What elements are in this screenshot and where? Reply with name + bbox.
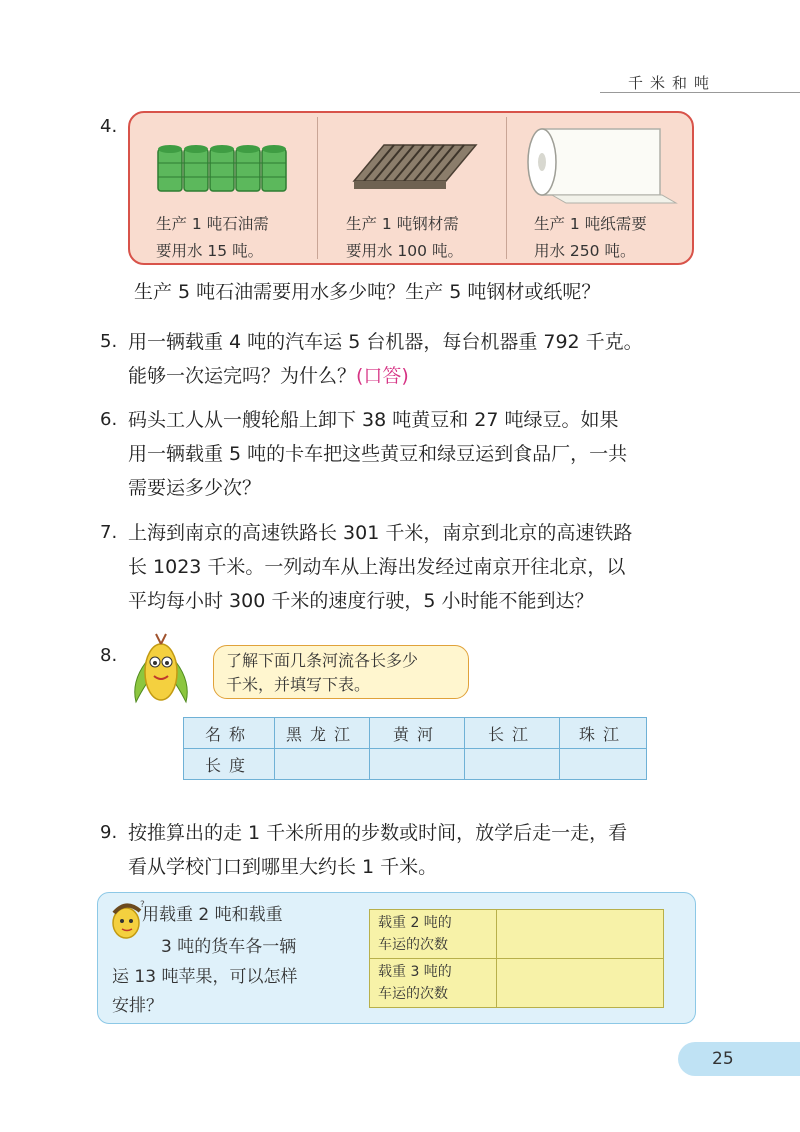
problem-6-text: 码头工人从一艘轮船上卸下 38 吨黄豆和 27 吨绿豆。如果 用一辆载重 5 吨的卡车把这些黄豆和绿豆运到食品厂，一共 需要运多少次？ (128, 409, 628, 499)
problem-5-text: 用一辆载重 4 吨的汽车运 5 台机器，每台机器重 792 千克。 能够一次运完吗？为什么？(口答) (128, 331, 643, 387)
oral-answer-tag: (口答) (356, 365, 409, 387)
problem-8-number: 8. (100, 645, 118, 666)
length-header: 长度 (184, 749, 275, 780)
river-length-table (183, 717, 647, 780)
river-huanghe: 黄河 (370, 718, 465, 749)
river-changjiang: 长江 (465, 718, 560, 749)
problem-7-text: 上海到南京的高速铁路长 301 千米，南京到北京的高速铁路 长 1023 千米。一列动车从上海出发经过南京开往北京，以 平均每小时 300 千米的速度行驶，5 小时能不能到达？ (128, 522, 633, 612)
box-divider (317, 117, 318, 259)
table-row (370, 910, 664, 959)
river-zhujiang: 珠江 (560, 718, 647, 749)
table-row (184, 718, 647, 749)
header-rule (600, 92, 800, 93)
length-cell[interactable] (275, 749, 370, 780)
table-row (370, 959, 664, 1008)
truck-trips-table (369, 909, 664, 1008)
oil-cell (134, 119, 314, 259)
chapter-title: 千米和吨 (627, 74, 716, 92)
problem-6-number: 6. (100, 409, 118, 430)
box-divider (506, 117, 507, 259)
page-number-tab (678, 1042, 800, 1076)
length-cell[interactable] (560, 749, 647, 780)
challenge-box: ? 用载重 2 吨和载重 3 吨的货车各一辆 运 13 吨苹果，可以怎样 安排？ 载重 2 吨的 车运的次数 载重 3 吨的 车运的次数 (97, 892, 696, 1024)
truck-3t-label: 载重 3 吨的 车运的次数 (370, 959, 497, 1008)
problem-4-box (128, 111, 694, 265)
truck-3t-answer-cell[interactable] (497, 959, 664, 1008)
steel-bars-icon (324, 119, 504, 209)
problem-4-number: 4. (100, 116, 118, 137)
problem-4-question: 生产 5 吨石油需要用水多少吨？生产 5 吨钢材或纸呢？ (134, 281, 601, 303)
oil-barrels-icon (134, 119, 314, 209)
length-cell[interactable] (465, 749, 560, 780)
paper-roll-icon (512, 119, 692, 209)
oil-caption: 生产 1 吨石油需 要用水 15 吨。 (156, 215, 269, 260)
problem-7-number: 7. (100, 522, 118, 543)
river-heilongjiang: 黑龙江 (275, 718, 370, 749)
paper-cell (512, 119, 692, 259)
truck-2t-answer-cell[interactable] (497, 910, 664, 959)
problem-9-number: 9. (100, 822, 118, 843)
steel-cell (324, 119, 504, 259)
corn-mascot-icon (126, 632, 196, 712)
length-cell[interactable] (370, 749, 465, 780)
page-number: 25 (712, 1049, 734, 1069)
problem-5-number: 5. (100, 331, 118, 352)
problem-9-text: 按推算出的走 1 千米所用的步数或时间，放学后走一走，看 看从学校门口到哪里大约长 1 千米。 (128, 822, 628, 878)
page-header (600, 72, 800, 92)
svg-text:?: ? (140, 900, 145, 910)
speech-bubble: 了解下面几条河流各长多少 千米，并填写下表。 (213, 645, 469, 699)
truck-2t-label: 载重 2 吨的 车运的次数 (370, 910, 497, 959)
paper-caption: 生产 1 吨纸需要 用水 250 吨。 (534, 215, 647, 260)
steel-caption: 生产 1 吨钢材需 要用水 100 吨。 (346, 215, 463, 260)
name-header: 名称 (184, 718, 275, 749)
table-row (184, 749, 647, 780)
